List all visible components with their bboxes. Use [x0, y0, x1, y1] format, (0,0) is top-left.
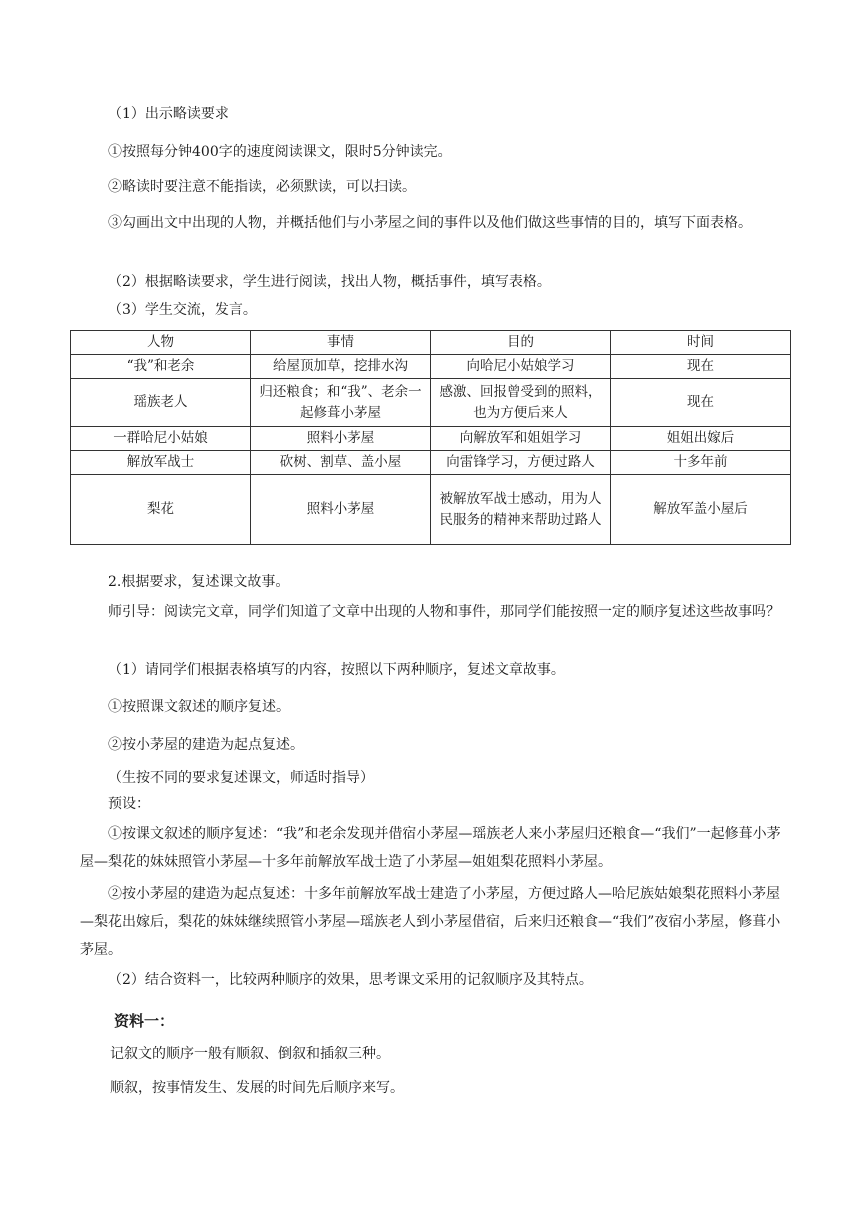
table-cell: “我”和老余 [71, 355, 251, 379]
table-cell: 十多年前 [611, 451, 791, 475]
table-cell: 现在 [611, 379, 791, 427]
compare-instruction: （2）结合资料一，比较两种顺序的效果，思考课文采用的记叙顺序及其特点。 [108, 972, 593, 988]
retell-instruction: （1）请同学们根据表格填写的内容，按照以下两种顺序，复述文章故事。 [108, 662, 565, 678]
retell-order-1: ①按照课文叙述的顺序复述。 [108, 699, 290, 715]
table-cell: 一群哈尼小姑娘 [71, 427, 251, 451]
material-heading: 资料一： [114, 1012, 175, 1030]
requirement-2: ②略读时要注意不能指读，必须默读，可以扫读。 [108, 179, 416, 195]
retell-order-2: ②按小茅屋的建造为起点复述。 [108, 737, 304, 753]
table-row [71, 451, 791, 475]
header-purpose: 目的 [431, 331, 611, 355]
table-cell: 解放军战士 [71, 451, 251, 475]
step-1-heading: （1）出示略读要求 [108, 106, 229, 122]
table-cell: 姐姐出嫁后 [611, 427, 791, 451]
header-character: 人物 [71, 331, 251, 355]
table-row [71, 475, 791, 545]
table-cell: 归还粮食；和“我”、老余一起修葺小茅屋 [251, 379, 431, 427]
step-2-text: （2）根据略读要求，学生进行阅读，找出人物，概括事件，填写表格。 [108, 274, 551, 290]
table-cell: 向哈尼小姑娘学习 [431, 355, 611, 379]
table-cell: 向雷锋学习，方便过路人 [431, 451, 611, 475]
requirement-1: ①按照每分钟400字的速度阅读课文，限时5分钟读完。 [108, 144, 452, 160]
table-cell: 解放军盖小屋后 [611, 475, 791, 545]
table-cell: 梨花 [71, 475, 251, 545]
table-cell: 照料小茅屋 [251, 475, 431, 545]
material-line-1: 记叙文的顺序一般有顺叙、倒叙和插叙三种。 [110, 1046, 390, 1062]
table-cell: 瑶族老人 [71, 379, 251, 427]
header-event: 事情 [251, 331, 431, 355]
section-2-title: 2.根据要求，复述课文故事。 [108, 574, 290, 590]
table-cell: 感激、回报曾受到的照料，也为方便后来人 [431, 379, 611, 427]
table-row [71, 355, 791, 379]
table-row [71, 379, 791, 427]
table-cell: 砍树、割草、盖小屋 [251, 451, 431, 475]
preset-label: 预设： [108, 796, 150, 812]
preset-answer-1: ①按课文叙述的顺序复述：“我”和老余发现并借宿小茅屋—瑶族老人来小茅屋归还粮食—“我们”一起修葺小茅屋—梨花的妹妹照管小茅屋—十多年前解放军战士造了小茅屋—姐姐梨花照料小茅屋。 [80, 826, 781, 870]
teacher-guide: 师引导：阅读完文章，同学们知道了文章中出现的人物和事件，那同学们能按照一定的顺序复述这些故事吗？ [108, 604, 780, 620]
student-note: （生按不同的要求复述课文，师适时指导） [108, 770, 374, 786]
preset-answer-2: ②按小茅屋的建造为起点复述：十多年前解放军战士建造了小茅屋，方便过路人—哈尼族姑娘梨花照料小茅屋—梨花出嫁后，梨花的妹妹继续照管小茅屋—瑶族老人到小茅屋借宿，后来归还粮食—“我们”夜宿小茅屋，修葺小茅屋。 [80, 886, 781, 958]
table-cell: 向解放军和姐姐学习 [431, 427, 611, 451]
table-cell: 被解放军战士感动，用为人民服务的精神来帮助过路人 [431, 475, 611, 545]
character-event-table [70, 330, 791, 545]
table-row [71, 427, 791, 451]
table-header-row [71, 331, 791, 355]
table-cell: 现在 [611, 355, 791, 379]
requirement-3: ③勾画出文中出现的人物，并概括他们与小茅屋之间的事件以及他们做这些事情的目的，填写下面表格。 [108, 215, 752, 231]
header-time: 时间 [611, 331, 791, 355]
material-line-2: 顺叙，按事情发生、发展的时间先后顺序来写。 [110, 1080, 404, 1096]
step-3-text: （3）学生交流，发言。 [108, 302, 257, 318]
table-cell: 照料小茅屋 [251, 427, 431, 451]
table-cell: 给屋顶加草，挖排水沟 [251, 355, 431, 379]
